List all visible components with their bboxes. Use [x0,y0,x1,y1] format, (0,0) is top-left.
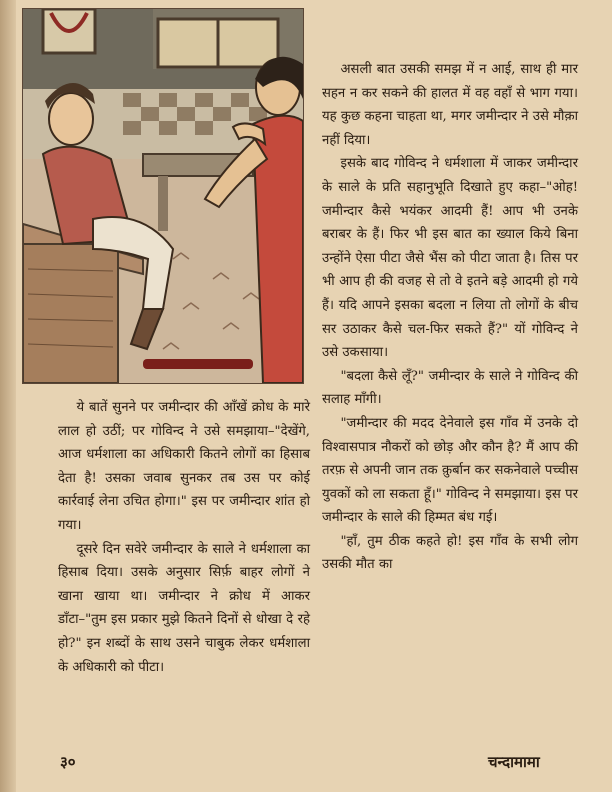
paragraph: "हाँ, तुम ठीक कहते हो! इस गाँव के सभी लोग उसकी मौत का [322,533,578,573]
page-binding-edge [0,0,16,792]
paragraph: ये बातें सुनने पर जमीन्दार की आँखें क्रोध के मारे लाल हो उठीं; पर गोविन्द ने उसे समझाया–"देखेंगे, आज धर्मशाला का अधिकारी कितने लोगों का हिसाब देता है! उसका जवाब सुनकर तब उस पर कोई कार्रवाई लेना उचित होगा।" इस पर जमीन्दार शांत हो गया। [58,400,310,533]
paragraph: "जमीन्दार की मदद देनेवाले इस गाँव में उनके दो विश्वासपात्र नौकरों को छोड़ और कौन है? मैं आप की तरफ़ से अपनी जान तक क़ुर्बान कर सकनेवाले पच्चीस युवकों को ला सकता हूँ।" गोविन्द ने समझाया। इस पर जमीन्दार के साले की हिम्मत बंध गई। [322,415,578,526]
illustration-artwork [23,9,303,383]
paragraph: असली बात उसकी समझ में न आई, साथ ही मार सहन न कर सकने की हालत में वह वहाँ से भाग गया। यह कुछ कहना चाहता था, मगर जमीन्दार ने उसे मौक़ा नहीं दिया। [322,62,578,148]
right-text-column [322,58,578,577]
paragraph: दूसरे दिन सवेरे जमीन्दार के साले ने धर्मशाला का हिसाब दिया। उसके अनुसार सिर्फ़ बाहर लोगों ने खाना खाया था। जमीन्दार ने क्रोध में आकर डाँटा–"तुम इस प्रकार मुझे कितने दिनों से धोखा दे रहे हो?" इन शब्दों के साथ उसने चाबुक लेकर धर्मशाला के अधिकारी को पीटा। [58,541,310,675]
story-illustration [22,8,304,384]
paragraph: "बदला कैसे लूँ?" जमीन्दार के साले ने गोविन्द की सलाह माँगी। [322,368,578,408]
paragraph: इसके बाद गोविन्द ने धर्मशाला में जाकर जमीन्दार के साले के प्रति सहानुभूति दिखाते हुए कहा–"ओह! जमीन्दार कैसे भयंकर आदमी हैं! आप भी उनके बराबर के हैं। फिर भी इस बात का ख्याल किये बिना उन्होंने ऐसा पीटा जैसे भैंस को पीटा जाता है। तिस पर भी आप ही की वजह से तो वे इतने बड़े आदमी हो गये हैं। यदि आपने इसका बदला न लिया तो लोगों के बीच सर उठाकर कैसे चल-फिर सकते हैं?" यों गोविन्द ने उसे उकसाया। [322,156,578,361]
page-number: ३० [60,753,76,771]
left-text-column [58,396,310,679]
magazine-name: चन्दामामा [488,753,540,771]
